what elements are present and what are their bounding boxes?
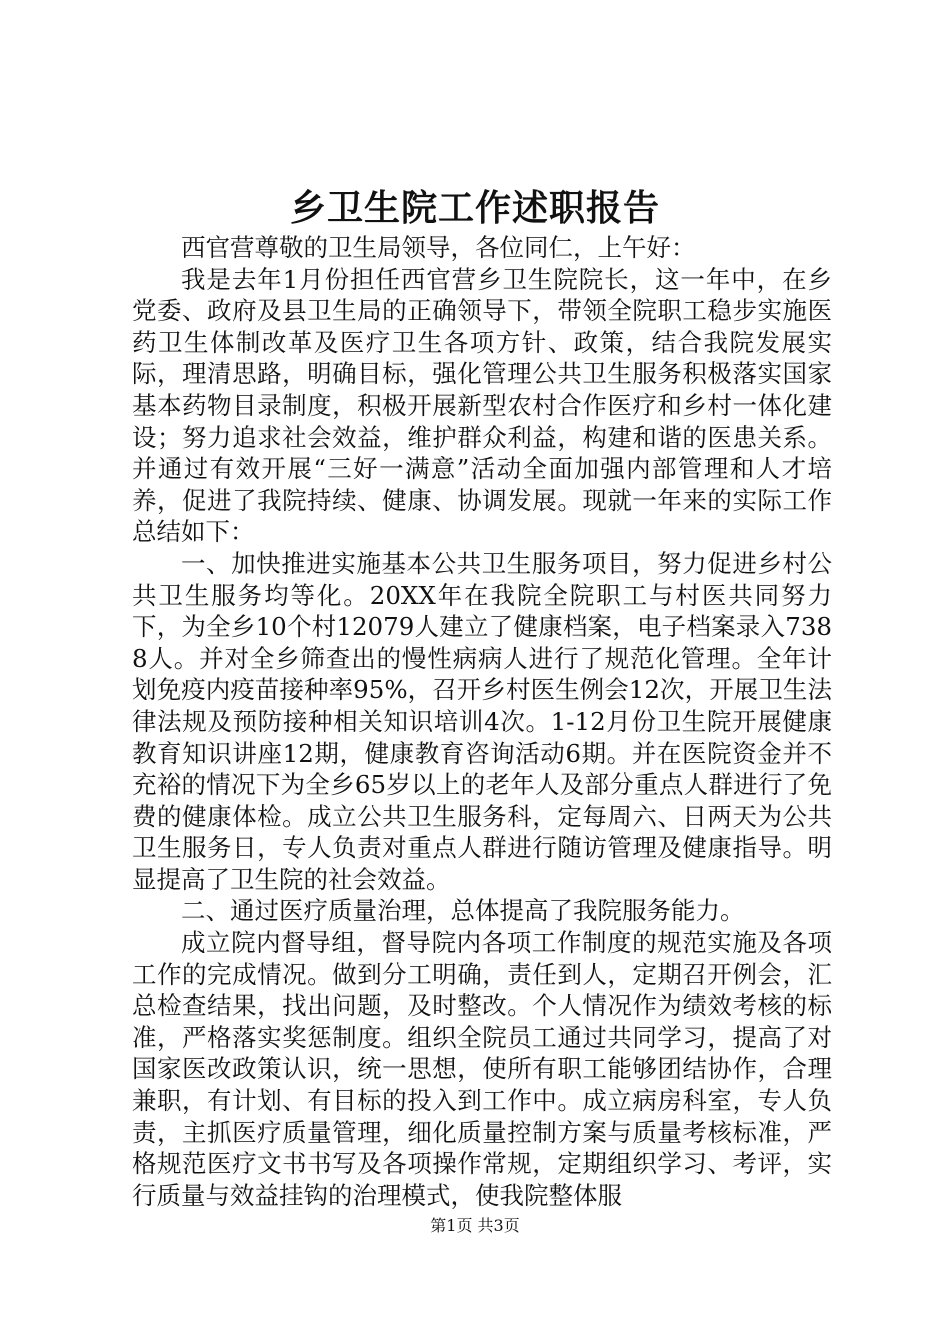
page-footer: 第1页 共3页 xyxy=(430,1216,520,1235)
paragraph-greeting: 西官营尊敬的卫生局领导，各位同仁，上午好： xyxy=(181,233,696,262)
paragraph-section-two-heading: 二、通过医疗质量治理，总体提高了我院服务能力。 xyxy=(181,896,745,926)
paragraph-section-one: 一、加快推进实施基本公共卫生服务项目，努力促进乡村公共卫生服务均等化。20XX年在我院全院职工与村医共同努力下，为全乡10个村12079人建立了健康档案，电子档案录入7388人。并对全乡筛查出的慢性病病人进行了规范化管理。全年计划免疫内疫苗接种率95%，召开乡村医生例会12次，开展卫生法律法规及预防接种相关知识培训4次。1-12月份卫生院开展健康教育知识讲座12期，健康教育咨询活动6期。并在医院资金并不充裕的情况下为全乡65岁以上的老年人及部分重点人群进行了免费的健康体检。成立公共卫生服务科，定每周六、日两天为公共卫生服务日，专人负责对重点人群进行随访管理及健康指导。明显提高了卫生院的社会效益。 xyxy=(132,548,832,894)
paragraph-introduction: 我是去年1月份担任西官营乡卫生院院长，这一年中，在乡党委、政府及县卫生局的正确领导下，带领全院职工稳步实施医药卫生体制改革及医疗卫生各项方针、政策，结合我院发展实际，理清思路，明确目标，强化管理公共卫生服务积极落实国家基本药物目录制度，积极开展新型农村合作医疗和乡村一体化建设；努力追求社会效益，维护群众利益，构建和谐的医患关系。并通过有效开展“三好一满意”活动全面加强内部管理和人才培养，促进了我院持续、健康、协调发展。现就一年来的实际工作总结如下： xyxy=(132,264,832,547)
paragraph-section-two-body: 成立院内督导组，督导院内各项工作制度的规范实施及各项工作的完成情况。做到分工明确，责任到人，定期召开例会，汇总检查结果，找出问题，及时整改。个人情况作为绩效考核的标准，严格落实奖惩制度。组织全院员工通过共同学习，提高了对国家医改政策认识，统一思想，使所有职工能够团结协作，合理兼职，有计划、有目标的投入到工作中。成立病房科室，专人负责，主抓医疗质量管理，细化质量控制方案与质量考核标准，严格规范医疗文书书写及各项操作常规，定期组织学习、考评，实行质量与效益挂钩的治理模式，使我院整体服 xyxy=(132,928,832,1210)
document-body xyxy=(132,232,832,1211)
document-title: 乡卫生院工作述职报告 xyxy=(289,187,660,229)
